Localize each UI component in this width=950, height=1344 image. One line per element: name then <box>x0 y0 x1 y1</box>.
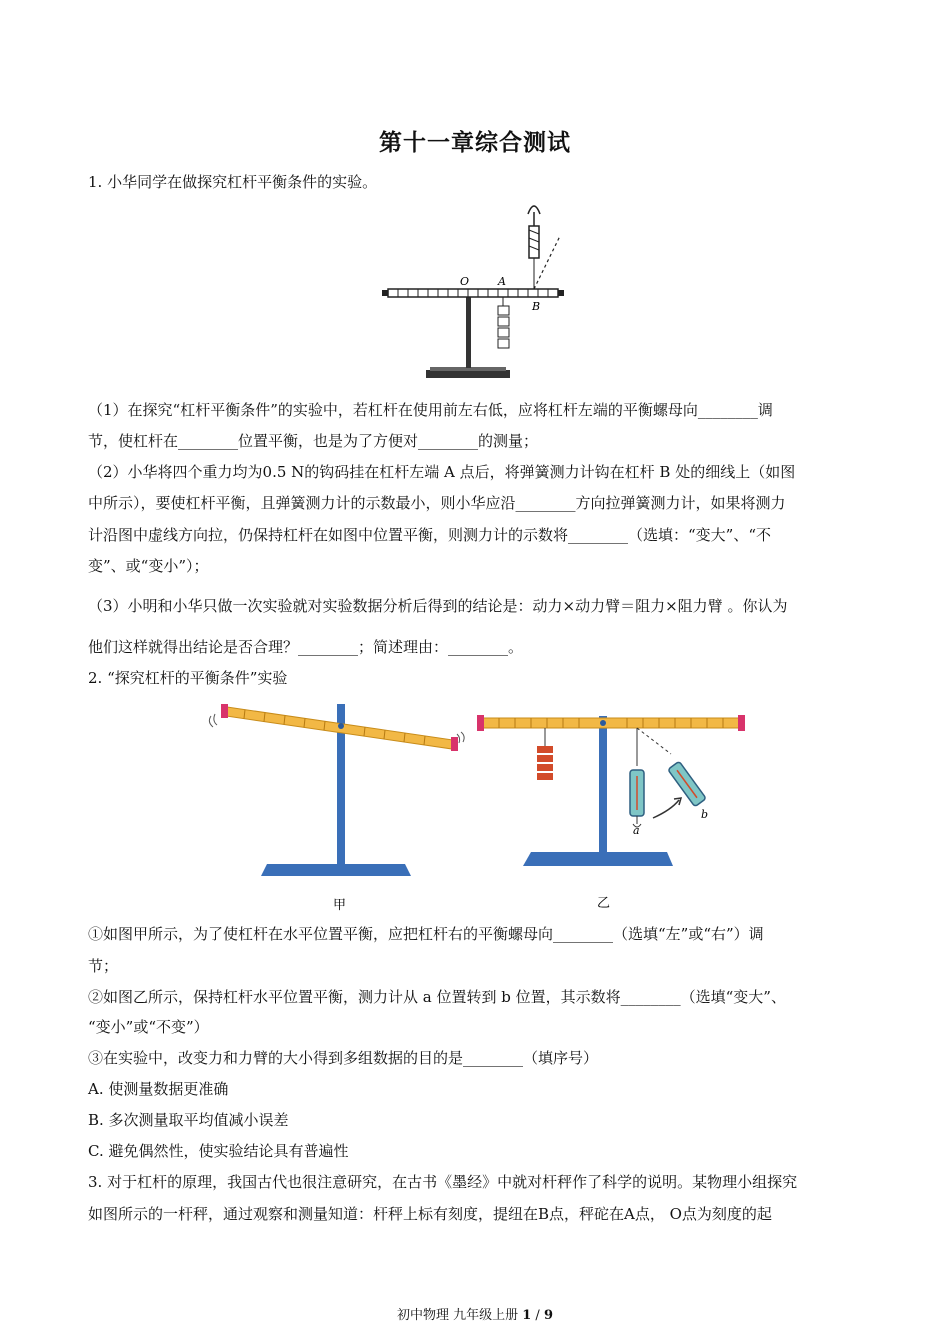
q2-option-b: B. 多次测量取平均值减小误差 <box>88 1111 289 1129</box>
q2-option-c: C. 避免偶然性，使实验结论具有普遍性 <box>88 1142 349 1160</box>
page-title: 第十一章综合测试 <box>379 129 571 156</box>
q1-part3-line1: （3）小明和小华只做一次实验就对实验数据分析后得到的结论是：动力×动力臂＝阻力×阻力臂 。你认为 <box>88 597 788 615</box>
q2-step2-line1: ②如图乙所示，保持杠杆水平位置平衡，测力计从 a 位置转到 b 位置，其示数将________（选填“变大”、 <box>88 988 786 1006</box>
label-b-position: b <box>701 808 709 821</box>
footer-text: 初中物理 九年级上册 <box>396 1308 523 1323</box>
q1-part3-line2: 他们这样就得出结论是否合理？________；简述理由：________。 <box>88 638 524 656</box>
q3-line1: 3. 对于杠杆的原理，我国古代也很注意研究，在古书《墨经》中就对杆秤作了科学的说明。某物理小组探究 <box>88 1173 798 1191</box>
label-jia: 甲 <box>333 898 347 913</box>
label-yi: 乙 <box>597 896 611 911</box>
q2-step1-line2: 节； <box>88 957 119 975</box>
q2-step3: ③在实验中，改变力和力臂的大小得到多组数据的目的是________（填序号） <box>88 1049 599 1067</box>
q1-part2-line4: 变”、或“变小”）； <box>88 557 209 575</box>
q2-option-a: A. 使测量数据更准确 <box>88 1080 229 1098</box>
q1-figure <box>378 196 566 384</box>
q1-part1-line1: （1）在探究“杠杆平衡条件”的实验中，若杠杆在使用前左右低，应将杠杆左端的平衡螺母向________调 <box>88 401 773 419</box>
label-a: A <box>498 275 506 288</box>
footer-separator: / <box>531 1308 544 1323</box>
q2-step1-line1: ①如图甲所示，为了使杠杆在水平位置平衡，应把杠杆右的平衡螺母向________（选填“左”或“右”）调 <box>88 925 764 943</box>
footer-page-total: 9 <box>543 1308 553 1323</box>
label-b: B <box>532 300 541 313</box>
footer-page-number: 1 <box>522 1308 532 1323</box>
page-footer <box>0 1304 950 1323</box>
q1-part1-line2: 节，使杠杆在________位置平衡，也是为了方便对________的测量； <box>88 432 539 450</box>
q1-part2-line2: 中所示），要使杠杆平衡，且弹簧测力计的示数最小，则小华应沿________方向拉弹簧测力计，如果将测力 <box>88 494 786 512</box>
q3-line2: 如图所示的一杆秤，通过观察和测量知道：杆秤上标有刻度，提纽在B点，秤砣在A点， O点为刻度的起 <box>88 1205 772 1223</box>
label-o: O <box>460 275 470 288</box>
q1-stem: 1. 小华同学在做探究杠杆平衡条件的实验。 <box>88 173 378 191</box>
q1-part2-line1: （2）小华将四个重力均为0.5 N的钩码挂在杠杆左端 A 点后，将弹簧测力计钩在杠杆 B 处的细线上（如图 <box>88 463 796 481</box>
label-a-position: a <box>633 824 640 837</box>
q2-figure-yi <box>475 706 745 916</box>
q1-part2-line3: 计沿图中虚线方向拉，仍保持杠杆在如图中位置平衡，则测力计的示数将________（选填：“变大”、“不 <box>88 526 772 544</box>
q2-step2-line2: “变小”或“不变”） <box>88 1018 209 1036</box>
q2-stem: 2. “探究杠杆的平衡条件”实验 <box>88 669 288 687</box>
q2-figure-jia <box>205 694 475 916</box>
